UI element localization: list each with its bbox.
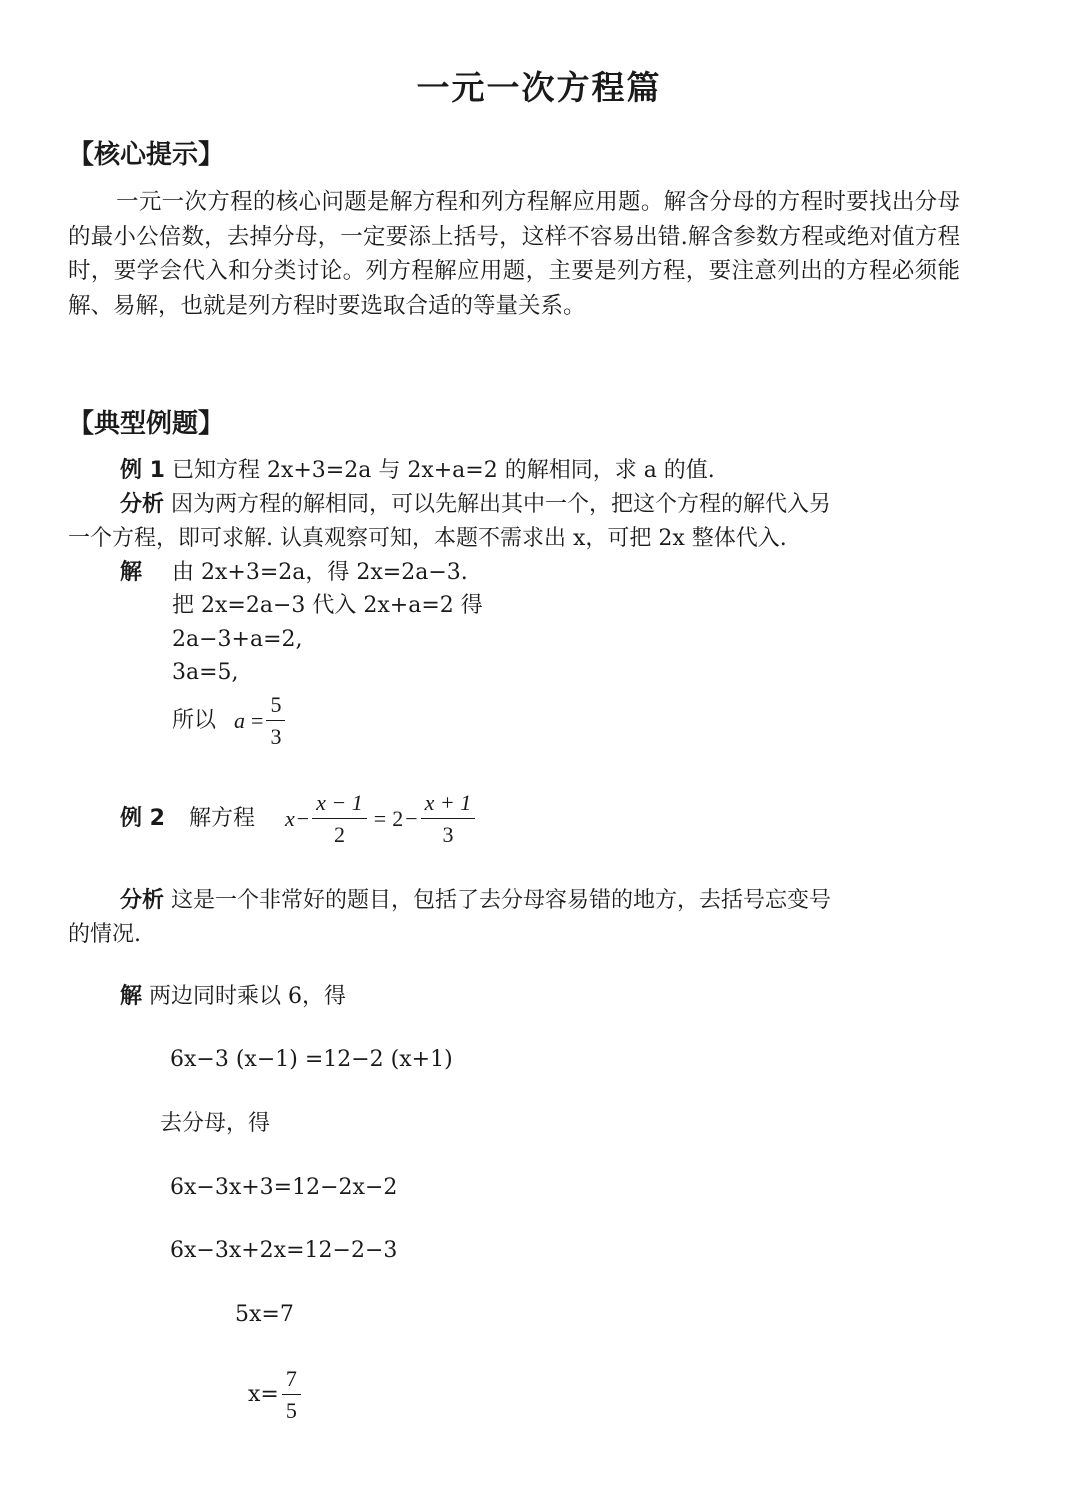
example1-analysis-label: 分析 [120,492,165,517]
page-title: 一元一次方程篇 [416,68,662,107]
eq-fraction-left [312,790,367,848]
eq-minus: − [296,806,310,831]
example1-label: 例 1 [120,458,165,483]
example1-final-equals: = [251,708,264,733]
example2-step: 6x−3 (x−1) =12−2 (x+1) [170,1047,453,1072]
core-heading: 【核心提示】 [68,140,225,170]
example2-final [248,1366,304,1424]
eq-minus: − [405,806,418,831]
example2-final-lhs: x= [248,1382,279,1407]
eq-fraction-right [421,790,476,848]
example1-final-fraction [266,692,285,750]
fraction-denominator: 3 [270,724,282,749]
example2-step: 去分母，得 [160,1111,271,1136]
example2-analysis-line1 [120,886,831,916]
core-paragraph: 一元一次方程的核心问题是解方程和列方程解应用题。解含分母的方程时要找出分母的最小公倍数，去掉分母，一定要添上括号，这样不容易出错.解含参数方程或绝对值方程时，要学会代入和分类讨论。列方程解应用题，主要是列方程，要注意列出的方程必须能解、易解，也就是列方程时要选取合适的等量关系。 [68,189,960,319]
example1-step: 由 2x+3=2a，得 2x=2a−3. [172,560,468,585]
examples-heading: 【典型例题】 [68,409,225,439]
fraction-numerator: x + 1 [421,790,476,819]
example1-final-prefix: 所以 [172,708,217,733]
fraction-denominator: 2 [333,822,345,847]
example1-problem-line [120,456,715,486]
example2-step: 5x=7 [235,1302,294,1327]
example2-step: 6x−3x+2x=12−2−3 [170,1238,398,1263]
example2-analysis-line2: 的情况. [68,922,141,947]
example2-analysis-text1: 这是一个非常好的题目，包括了去分母容易错的地方，去括号忘变号 [171,888,832,913]
eq-x: x [284,806,295,831]
eq-equals: = [373,806,387,831]
example1-analysis-line1 [120,490,831,520]
example2-solution-label: 解 [120,984,143,1009]
fraction-denominator: 5 [285,1398,297,1423]
fraction-numerator: x − 1 [312,790,367,819]
example1-step: 3a=5, [172,660,239,685]
fraction-numerator: 7 [282,1366,301,1395]
example2-problem: 解方程 [188,806,255,831]
example1-step: 把 2x=2a−3 代入 2x+a=2 得 [172,593,483,618]
fraction-denominator: 3 [442,822,454,847]
example2-solution-text: 两边同时乘以 6，得 [149,984,347,1009]
example1-solution-label: 解 [120,560,143,585]
example1-step: 2a−3+a=2, [172,627,303,652]
eq-two: 2 [392,806,404,831]
example2-label: 例 2 [120,806,165,831]
example1-analysis-line2: 一个方程，即可求解. 认真观察可知，本题不需求出 x，可把 2x 整体代入. [68,526,787,551]
example1-final [172,692,288,750]
example1-analysis-text1: 因为两方程的解相同，可以先解出其中一个，把这个方程的解代入另 [171,492,832,517]
example2-analysis-label: 分析 [120,888,165,913]
example2-solution-line [120,982,346,1012]
example1-problem: 已知方程 2x+3=2a 与 2x+a=2 的解相同，求 a 的值. [171,458,715,483]
example1-final-var: a [234,708,246,733]
example2-problem-line [120,790,478,848]
example2-final-fraction [282,1366,301,1424]
example2-step: 6x−3x+3=12−2x−2 [170,1175,398,1200]
fraction-numerator: 5 [266,692,285,721]
